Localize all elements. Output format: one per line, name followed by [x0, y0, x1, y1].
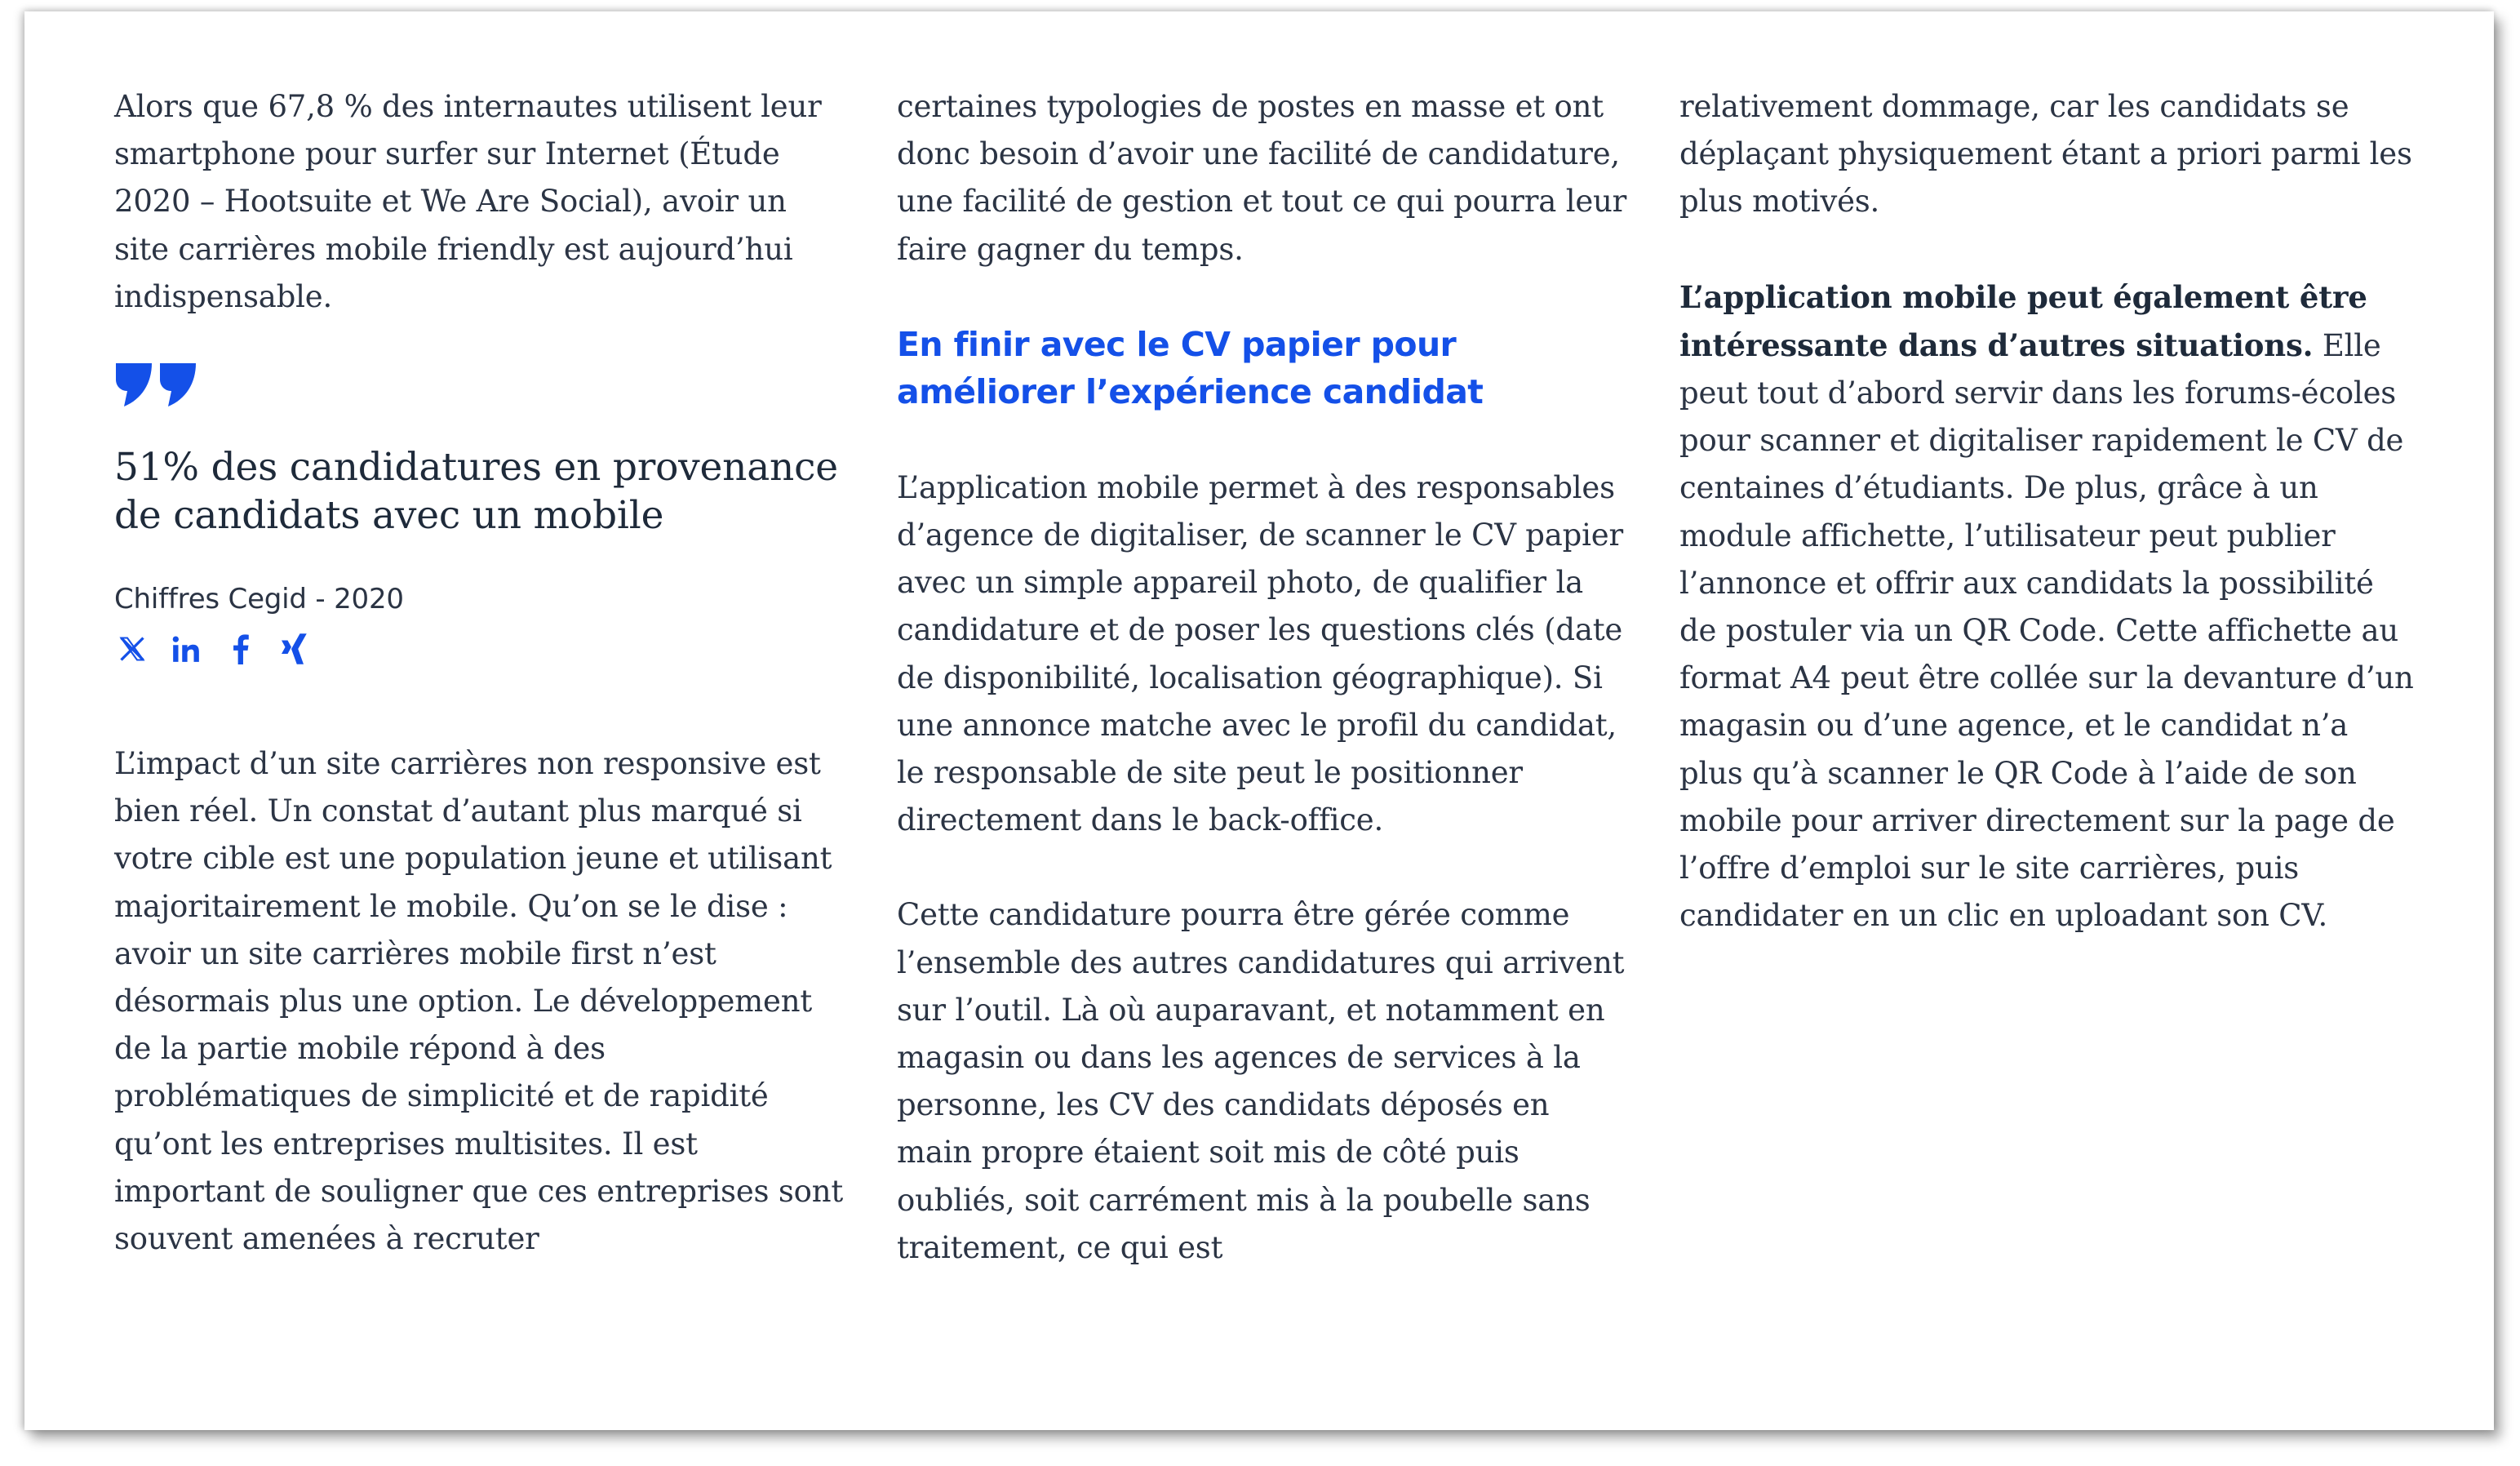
xing-icon[interactable] — [276, 629, 312, 669]
pull-quote: 51% des candidatures en provenance de candidats avec un mobile — [114, 445, 838, 539]
paragraph-text: Elle peut tout d’abord servir dans les forums-écoles pour scanner et digitaliser rapidement le CV de centaines d’étudiants. De plus, grâce à un module affichette, l’utilisateur peut publier l’annonce et offrir aux candidats la possibilité de postuler via un QR Code. Cette affichette au format A4 peut être collée sur la devanture d’un magasin ou d’une agence, et le candidat n’a plus qu’à scanner le QR Code à l’aide de son mobile pour arriver directement sur la page de l’offre d’emploi sur le site carrières, puis candidater en un clic en uploadant son CV. — [1679, 327, 2414, 934]
linkedin-icon[interactable] — [168, 629, 204, 669]
column-right — [1679, 83, 2414, 940]
article-page — [24, 11, 2494, 1430]
bold-lead: L’application mobile peut également être intéressante dans d’autres situations. — [1679, 278, 2367, 363]
body-paragraph: Cette candidature pourra être gérée comme l’ensemble des autres candidatures qui arrivent sur l’outil. Là où auparavant, et notamment en magasin ou dans les agences de services à la personne, les CV des candidats déposés en main propre étaient soit mis de côté puis oubliés, soit carrément mis à la poubelle sans traitement, ce qui est — [897, 897, 1625, 1265]
x-twitter-icon[interactable] — [114, 629, 150, 669]
column-middle — [897, 83, 1631, 1272]
share-bar — [114, 628, 849, 670]
section-heading: En finir avec le CV papier pour améliorer l’expérience candidat — [897, 324, 1484, 411]
column-left — [114, 83, 849, 1263]
body-paragraph — [1679, 273, 2414, 940]
continuation-paragraph: certaines typologies de postes en masse et ont donc besoin d’avoir une facilité de candidature, une facilité de gestion et tout ce qui pourra leur faire gagner du temps. — [897, 89, 1627, 267]
body-paragraph: L’impact d’un site carrières non responsive est bien réel. Un constat d’autant plus marqué si votre cible est une population jeune et utilisant majoritairement le mobile. Qu’on se le dise : avoir un site carrières mobile first n’est désormais plus une option. Le développement de la partie mobile répond à des problématiques de simplicité et de rapidité qu’ont les entreprises multisites. Il est important de souligner que ces entreprises sont souvent amenées à recruter — [114, 746, 844, 1257]
body-paragraph: L’application mobile permet à des responsables d’agence de digitaliser, de scanner le CV papier avec un simple appareil photo, de qualifier la candidature et de poser les questions clés (date de disponibilité, localisation géographique). Si une annonce matche avec le profil du candidat, le responsable de site peut le positionner directement dans le back-office. — [897, 469, 1623, 838]
quote-source: Chiffres Cegid - 2020 — [114, 583, 404, 616]
quote-mark-icon — [114, 362, 199, 407]
continuation-paragraph: relativement dommage, car les candidats se déplaçant physiquement étant a priori parmi les plus motivés. — [1679, 89, 2412, 220]
intro-paragraph: Alors que 67,8 % des internautes utilisent leur smartphone pour surfer sur Internet (Étude 2020 – Hootsuite et We Are Social), avoir un site carrières mobile friendly est aujourd’hui indispensable. — [114, 89, 822, 314]
facebook-icon[interactable] — [222, 629, 258, 669]
